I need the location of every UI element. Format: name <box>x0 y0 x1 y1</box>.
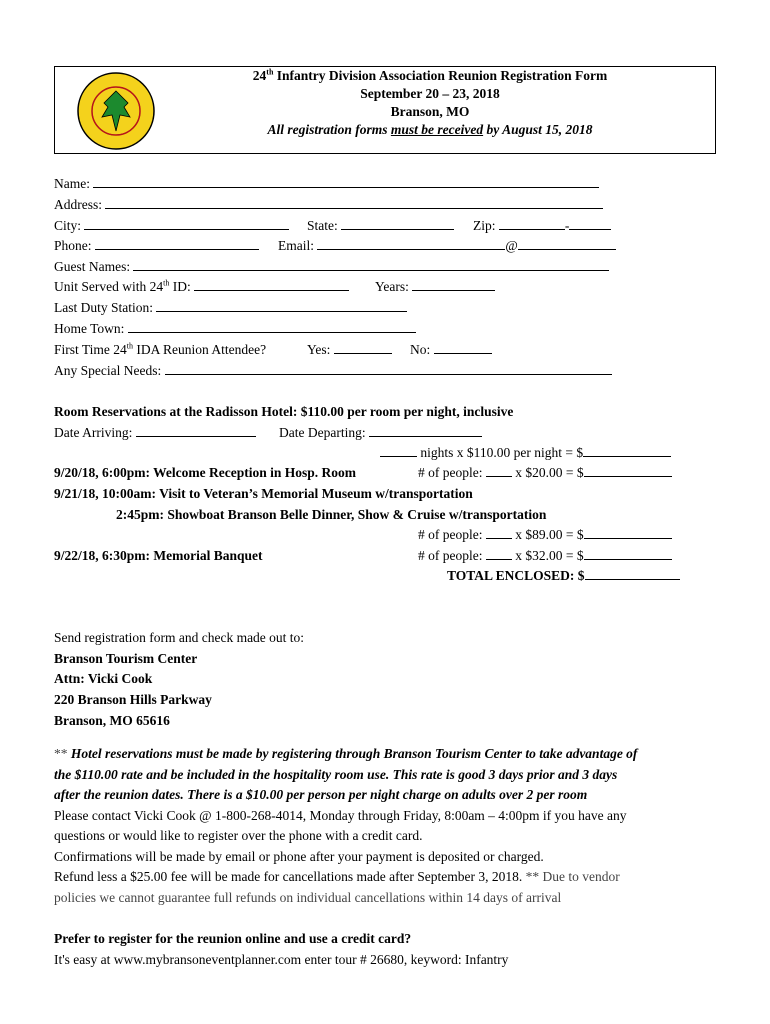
email-domain-field[interactable] <box>518 237 616 250</box>
banquet-total-field[interactable] <box>584 547 672 560</box>
city-label: City: <box>54 218 82 233</box>
hotel-note-line-1: ** Hotel reservations must be made by registering through Branson Tourism Center to take advantage of <box>54 746 638 761</box>
total-enclosed-field[interactable] <box>585 567 680 580</box>
no-field[interactable] <box>434 341 492 354</box>
total-enclosed-label: TOTAL ENCLOSED: $ <box>447 568 585 583</box>
years-field[interactable] <box>412 278 495 291</box>
first-time-no-row <box>410 341 492 358</box>
email-user-field[interactable] <box>317 237 505 250</box>
online-heading: Prefer to register for the reunion online and use a credit card? <box>54 931 412 946</box>
name-label: Name: <box>54 176 90 191</box>
people-label: # of people: <box>418 527 483 542</box>
welcome-total-field[interactable] <box>584 464 672 477</box>
years-label: Years: <box>375 279 409 294</box>
city-field-row <box>54 217 289 234</box>
phone-field[interactable] <box>95 237 259 250</box>
address-field-row <box>54 196 603 213</box>
last-duty-field[interactable] <box>156 299 407 312</box>
contact-line-2: questions or would like to register over the phone with a credit card. <box>54 828 423 843</box>
home-town-label: Home Town: <box>54 321 125 336</box>
last-duty-label: Last Duty Station: <box>54 300 153 315</box>
registration-deadline: All registration forms must be received by August 15, 2018 <box>267 122 593 137</box>
nights-total-field[interactable] <box>583 444 671 457</box>
phone-field-row <box>54 237 259 254</box>
showboat-people-field[interactable] <box>486 526 512 539</box>
first-time-yes-row <box>307 341 392 358</box>
first-time-label: First Time 24th IDA Reunion Attendee? <box>54 341 267 357</box>
showboat-total-field[interactable] <box>584 526 672 539</box>
event-showboat-label: 2:45pm: Showboat Branson Belle Dinner, Show & Cruise w/transportation <box>116 507 547 522</box>
refund-line-1: Refund less a $25.00 fee will be made for cancellations made after September 3, 2018. ** Due to vendor <box>54 869 620 884</box>
phone-label: Phone: <box>54 238 92 253</box>
name-field[interactable] <box>93 175 599 188</box>
zip-ext-field[interactable] <box>569 217 611 230</box>
years-row <box>375 278 495 295</box>
zip-separator: - <box>564 218 570 233</box>
zip-field[interactable] <box>499 217 565 230</box>
total-enclosed-row <box>447 567 680 584</box>
nights-rate-label: nights x $110.00 per night = $ <box>417 445 584 460</box>
name-field-row <box>54 175 599 192</box>
zip-field-row <box>473 217 611 234</box>
departing-row <box>279 424 482 441</box>
state-label: State: <box>307 218 338 233</box>
email-label: Email: <box>278 238 314 253</box>
unit-served-label: Unit Served with 24th ID: <box>54 278 191 294</box>
special-needs-field[interactable] <box>165 362 612 375</box>
departing-label: Date Departing: <box>279 425 366 440</box>
showboat-rate-label: x $89.00 = $ <box>511 527 584 542</box>
guest-names-field[interactable] <box>133 258 609 271</box>
division-logo-icon <box>76 71 156 151</box>
mailing-intro: Send registration form and check made out to: <box>54 630 305 645</box>
mailing-attn: Attn: Vicki Cook <box>54 671 153 686</box>
contact-line-1: Please contact Vicki Cook @ 1-800-268-4014, Monday through Friday, 8:00am – 4:00pm if you have any <box>54 808 627 823</box>
last-duty-row <box>54 299 407 316</box>
arriving-field[interactable] <box>136 424 256 437</box>
yes-field[interactable] <box>334 341 392 354</box>
confirmation-note: Confirmations will be made by email or phone after your payment is deposited or charged. <box>54 849 544 864</box>
city-field[interactable] <box>84 217 289 230</box>
form-title: 24th Infantry Division Association Reunion Registration Form <box>252 67 608 83</box>
email-field-row <box>278 237 616 254</box>
refund-line-2: policies we cannot guarantee full refunds on individual cancellations within 14 days of arrival <box>54 890 562 905</box>
departing-field[interactable] <box>369 424 482 437</box>
event-banquet-calc <box>418 547 672 564</box>
people-label: # of people: <box>418 465 483 480</box>
mailing-city: Branson, MO 65616 <box>54 713 170 728</box>
arriving-label: Date Arriving: <box>54 425 133 440</box>
address-label: Address: <box>54 197 102 212</box>
event-museum-label: 9/21/18, 10:00am: Visit to Veteran’s Memorial Museum w/transportation <box>54 486 473 501</box>
email-at: @ <box>505 238 518 253</box>
special-needs-row <box>54 362 612 379</box>
event-showboat-calc <box>418 526 672 543</box>
event-welcome-label: 9/20/18, 6:00pm: Welcome Reception in Hosp. Room <box>54 465 356 480</box>
nights-row <box>380 444 671 461</box>
state-field[interactable] <box>341 217 454 230</box>
mailing-street: 220 Branson Hills Parkway <box>54 692 212 707</box>
hotel-heading: Room Reservations at the Radisson Hotel: $110.00 per room per night, inclusive <box>54 404 514 419</box>
banquet-rate-label: x $32.00 = $ <box>511 548 584 563</box>
first-time-row <box>54 341 266 358</box>
unit-served-field[interactable] <box>194 278 349 291</box>
address-field[interactable] <box>105 196 603 209</box>
guest-names-label: Guest Names: <box>54 259 131 274</box>
event-location: Branson, MO <box>390 104 470 119</box>
welcome-rate-label: x $20.00 = $ <box>511 465 584 480</box>
no-label: No: <box>410 342 431 357</box>
mailing-org: Branson Tourism Center <box>54 651 198 666</box>
online-text: It's easy at www.mybransoneventplanner.com enter tour # 26680, keyword: Infantry <box>54 952 509 967</box>
event-dates: September 20 – 23, 2018 <box>360 86 500 101</box>
hotel-note-line-2: the $110.00 rate and be included in the hospitality room use. This rate is good 3 days prior and 3 days <box>54 767 618 782</box>
event-banquet-label: 9/22/18, 6:30pm: Memorial Banquet <box>54 548 263 563</box>
yes-label: Yes: <box>307 342 331 357</box>
special-needs-label: Any Special Needs: <box>54 363 162 378</box>
home-town-field[interactable] <box>128 320 416 333</box>
state-field-row <box>307 217 454 234</box>
unit-served-row <box>54 278 349 295</box>
nights-count-field[interactable] <box>380 444 417 457</box>
arriving-row <box>54 424 256 441</box>
people-label: # of people: <box>418 548 483 563</box>
hotel-note-line-3: after the reunion dates. There is a $10.00 per person per night charge on adults over 2 per room <box>54 787 588 802</box>
welcome-people-field[interactable] <box>486 464 512 477</box>
guest-names-row <box>54 258 609 275</box>
zip-label: Zip: <box>473 218 496 233</box>
home-town-row <box>54 320 416 337</box>
event-welcome-calc <box>418 464 672 481</box>
banquet-people-field[interactable] <box>486 547 512 560</box>
